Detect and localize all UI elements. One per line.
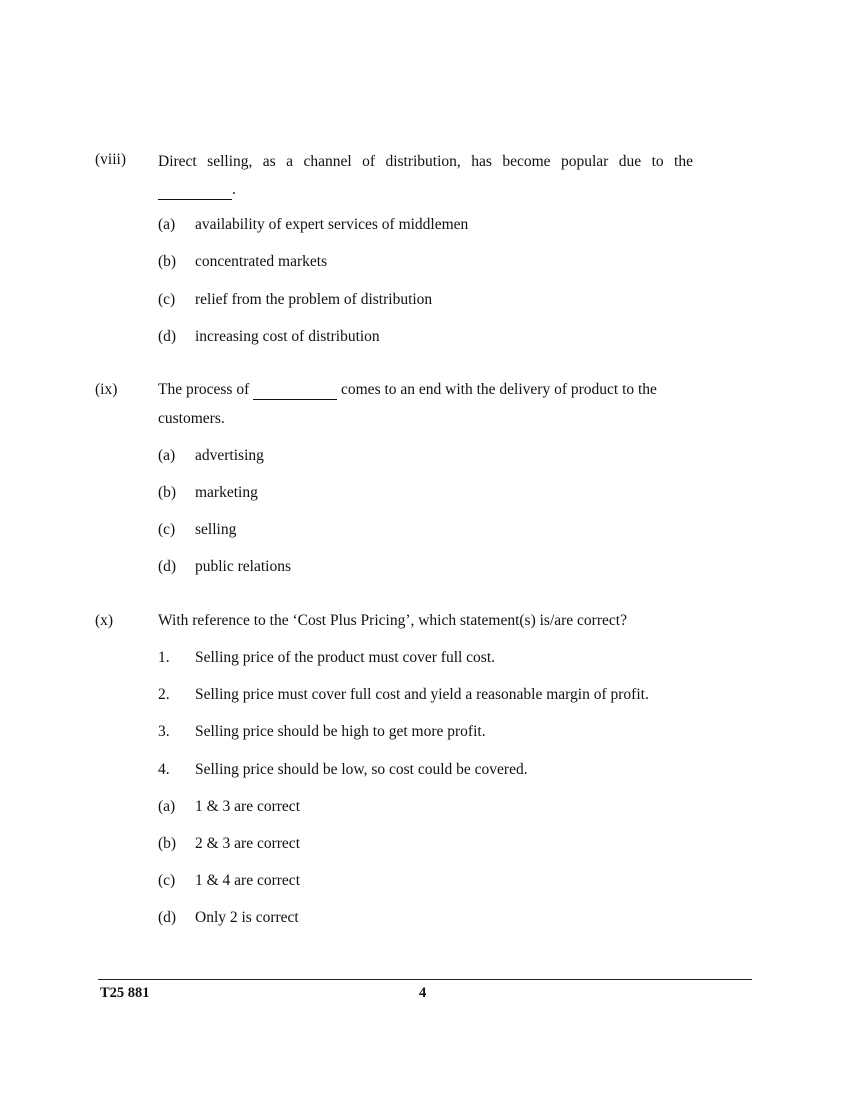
option-text: advertising — [195, 447, 264, 464]
statement-text: Selling price should be low, so cost could be covered. — [195, 761, 528, 778]
option-x-a — [0, 798, 850, 820]
question-text-before-blank: The process of — [158, 381, 250, 398]
option-label: (c) — [158, 521, 176, 538]
statement-label: 4. — [158, 761, 170, 778]
option-ix-b — [0, 484, 850, 506]
option-label: (d) — [158, 909, 177, 926]
statement-3 — [0, 723, 850, 745]
option-label: (d) — [158, 558, 177, 575]
statement-text: Selling price of the product must cover full cost. — [195, 649, 496, 666]
option-viii-d — [0, 328, 850, 350]
question-text-line-2 — [158, 181, 236, 200]
option-label: (a) — [158, 216, 176, 233]
question-text-after-blank: comes to an end with the delivery of product to the — [341, 381, 657, 398]
question-number: (ix) — [95, 381, 118, 398]
option-x-d — [0, 909, 850, 931]
paper-code: T25 881 — [100, 985, 150, 1001]
option-text: 1 & 3 are correct — [195, 798, 300, 815]
option-label: (c) — [158, 872, 176, 889]
question-number: (viii) — [95, 151, 126, 168]
option-viii-a — [0, 216, 850, 238]
option-text: Only 2 is correct — [195, 909, 299, 926]
option-ix-c — [0, 521, 850, 543]
question-number: (x) — [95, 612, 114, 629]
option-text: increasing cost of distribution — [195, 328, 380, 345]
option-viii-c — [0, 291, 850, 313]
statement-1 — [0, 649, 850, 671]
statement-label: 2. — [158, 686, 170, 703]
option-x-b — [0, 835, 850, 857]
option-ix-a — [0, 447, 850, 469]
option-text: relief from the problem of distribution — [195, 291, 433, 308]
option-text: 1 & 4 are correct — [195, 872, 300, 889]
option-text: availability of expert services of middlemen — [195, 216, 469, 233]
option-text: concentrated markets — [195, 253, 328, 270]
statement-label: 3. — [158, 723, 170, 740]
option-label: (d) — [158, 328, 177, 345]
option-label: (b) — [158, 484, 177, 501]
option-label: (a) — [158, 798, 176, 815]
page-number: 4 — [419, 985, 427, 1001]
answer-blank — [253, 381, 337, 400]
statement-4 — [0, 761, 850, 783]
option-text: selling — [195, 521, 237, 538]
question-text-line-1: Direct selling, as a channel of distribution, has become popular due to the — [158, 153, 693, 170]
statement-2 — [0, 686, 850, 708]
option-label: (a) — [158, 447, 176, 464]
option-text: marketing — [195, 484, 258, 501]
statement-text: Selling price should be high to get more profit. — [195, 723, 486, 740]
answer-blank — [158, 181, 232, 200]
option-ix-d — [0, 558, 850, 580]
option-text: 2 & 3 are correct — [195, 835, 300, 852]
option-label: (c) — [158, 291, 176, 308]
blank-terminator: . — [232, 181, 236, 198]
statement-label: 1. — [158, 649, 170, 666]
footer-divider — [98, 979, 752, 980]
question-text-line-1 — [158, 381, 657, 400]
option-label: (b) — [158, 253, 177, 270]
question-text: With reference to the ‘Cost Plus Pricing’, which statement(s) is/are correct? — [158, 612, 627, 629]
option-label: (b) — [158, 835, 177, 852]
option-x-c — [0, 872, 850, 894]
option-viii-b — [0, 253, 850, 275]
option-text: public relations — [195, 558, 291, 575]
question-text-line-2: customers. — [158, 410, 225, 427]
statement-text: Selling price must cover full cost and yield a reasonable margin of profit. — [195, 686, 649, 703]
